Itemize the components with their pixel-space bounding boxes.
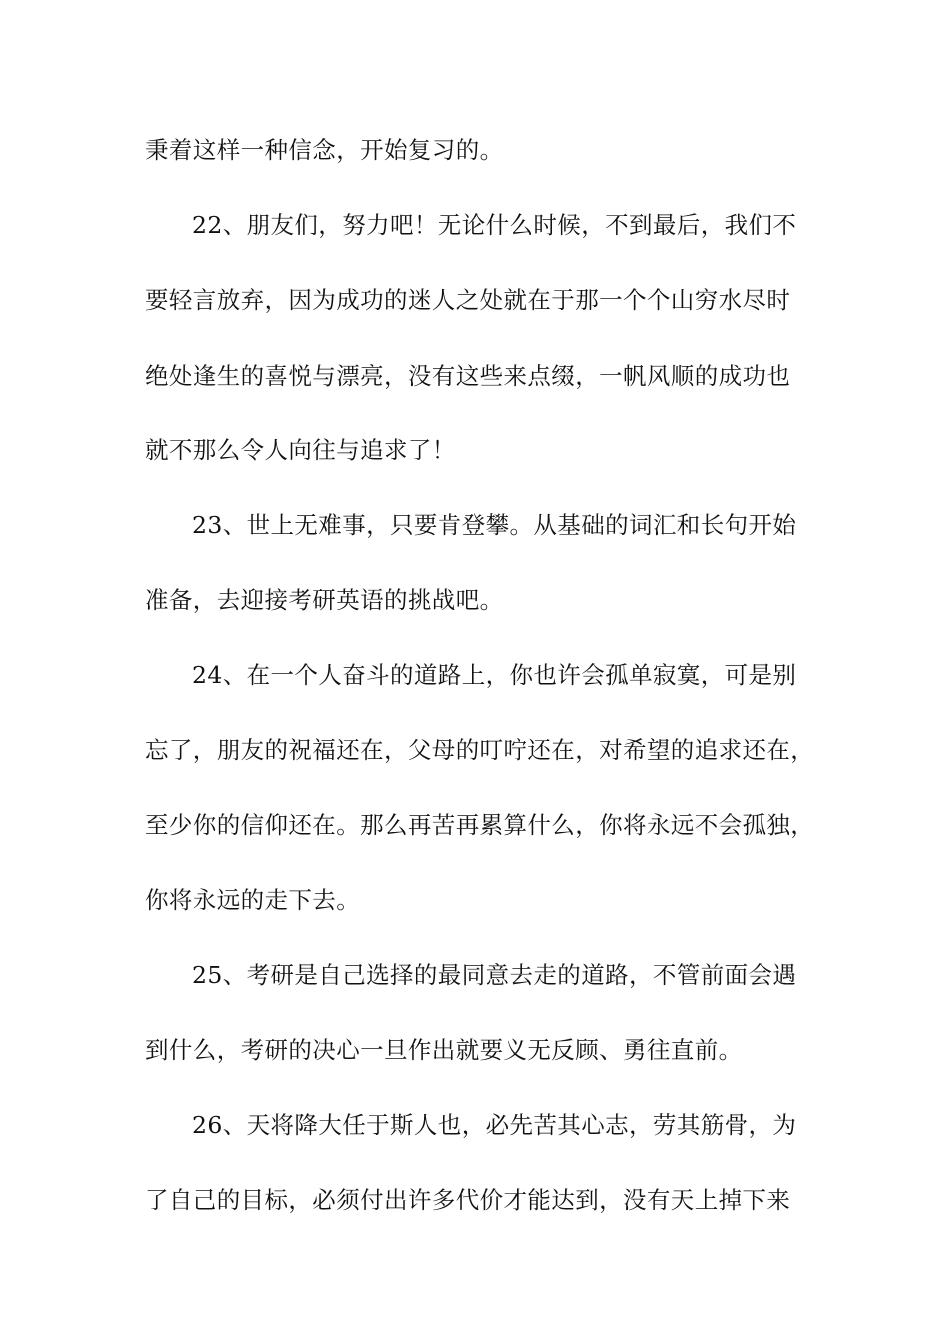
text-line: 了自己的目标，必须付出许多代价才能达到，没有天上掉下来 (145, 1186, 791, 1214)
text-line: 至少你的信仰还在。那么再苦再累算什么，你将永远不会孤独， (145, 811, 815, 839)
text-line: 你将永远的走下去。 (145, 886, 361, 914)
text-line: 准备，去迎接考研英语的挑战吧。 (145, 586, 504, 614)
text-line: 要轻言放弃，因为成功的迷人之处就在于那一个个山穷水尽时 (145, 286, 791, 314)
text-line: 22、朋友们，努力吧！无论什么时候，不到最后，我们不 (192, 211, 797, 239)
text-line: 忘了，朋友的祝福还在，父母的叮咛还在，对希望的追求还在， (145, 736, 815, 764)
text-line: 到什么，考研的决心一旦作出就要义无反顾、勇往直前。 (145, 1036, 743, 1064)
text-line: 就不那么令人向往与追求了！ (145, 436, 456, 464)
text-line: 25、考研是自己选择的最同意去走的道路，不管前面会遇 (192, 961, 797, 989)
text-line: 绝处逢生的喜悦与漂亮，没有这些来点缀，一帆风顺的成功也 (145, 362, 791, 390)
text-line: 23、世上无难事，只要肯登攀。从基础的词汇和长句开始 (192, 511, 797, 539)
text-line: 秉着这样一种信念，开始复习的。 (145, 136, 504, 164)
text-line: 26、天将降大任于斯人也，必先苦其心志，劳其筋骨，为 (192, 1111, 797, 1139)
text-line: 24、在一个人奋斗的道路上，你也许会孤单寂寞，可是别 (192, 661, 797, 689)
